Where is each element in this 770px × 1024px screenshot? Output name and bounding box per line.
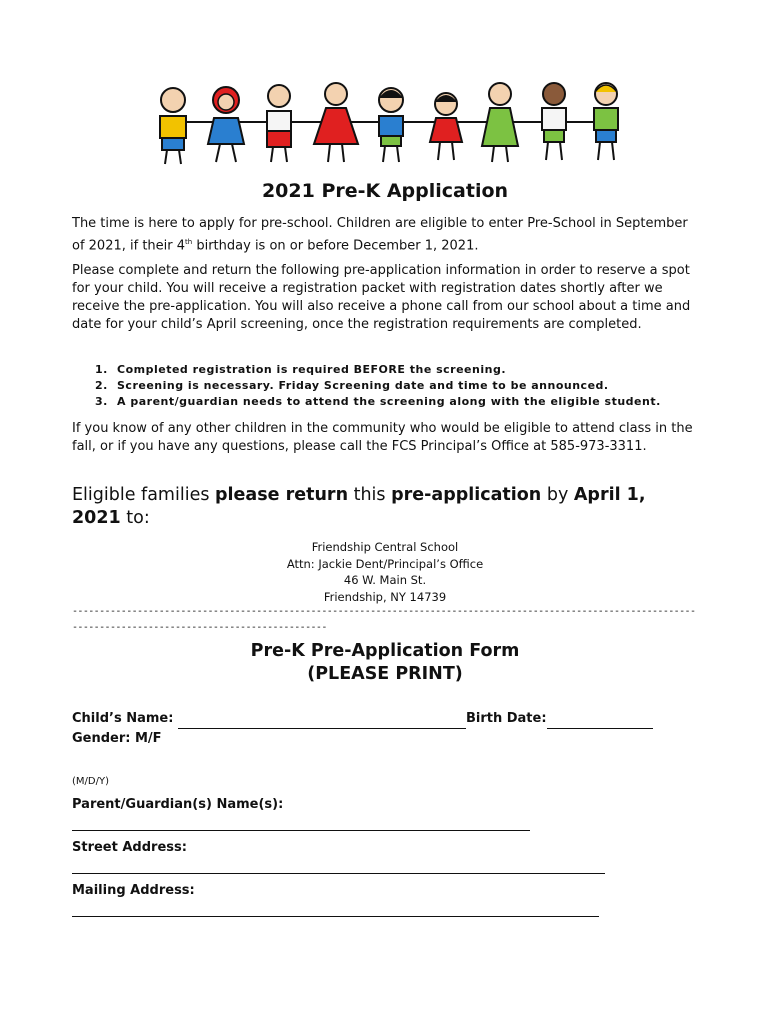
list-item [95,378,661,394]
list-item-number: 1. [95,363,108,376]
date-format-hint: (M/D/Y) [72,776,109,787]
parent-name-label: Parent/Guardian(s) Name(s): [72,797,284,812]
child-name-label: Child’s Name: [72,711,178,726]
child-figure-8 [542,83,566,160]
child-name-field [72,709,653,729]
mailing-address-blank[interactable] [72,916,599,917]
list-item-text: Screening is necessary. Friday Screening date and time to be announced. [117,379,609,392]
list-item-text: A parent/guardian needs to attend the screening along with the eligible student. [117,395,661,408]
child-figure-4 [314,83,358,162]
street-address-label: Street Address: [72,840,187,855]
list-item [95,362,661,378]
child-figure-9 [594,83,618,160]
form-heading [0,640,770,686]
list-item-text: Completed registration is required BEFORE the screening. [117,363,507,376]
eligibility-text-b: birthday is on or before December 1, 2021. [192,238,479,254]
birth-date-blank[interactable] [547,714,653,729]
instructions-paragraph: Please complete and return the following pre-application information in order to reserve a spot for your child. You will receive a registration packet with registration dates shortly after we receive the pre-application. You will also receive a phone call from our school about a time and date for your child’s April screening, once the registration requirements are completed. [72,263,691,332]
list-item-number: 2. [95,379,108,392]
address-line: Attn: Jackie Dent/Principal’s Office [286,556,484,571]
return-text-7: to: [120,508,150,528]
return-instructions [72,484,692,530]
return-deadline: April 1, 2021 [72,485,646,528]
child-figure-2 [208,87,244,162]
address-line: 46 W. Main St. [343,573,427,587]
return-text-4: pre-application [391,485,542,505]
child-figure-3 [267,85,291,162]
child-figure-7 [482,83,518,162]
child-figure-5 [379,88,403,162]
ordinal-suffix: th [185,238,193,246]
street-address-blank[interactable] [72,873,605,874]
eligibility-paragraph [72,215,702,255]
return-text-5: by [541,485,574,505]
cut-line-separator: ------------------------------------------------------------------------------------------------------------------------------------------------------------------ [72,606,696,633]
form-title: Pre-K Pre-Application Form [250,641,520,661]
page-title: 2021 Pre-K Application [261,180,509,202]
child-name-blank[interactable] [178,714,466,729]
address-line: Friendship, NY 14739 [323,589,447,604]
return-text-1: Eligible families [72,485,216,505]
return-text-3: this [348,485,392,505]
parent-name-blank[interactable] [72,830,530,831]
child-figure-1 [160,88,186,164]
address-line: Friendship Central School [311,540,459,554]
requirements-list [95,362,661,410]
child-figure-6 [430,93,462,160]
list-item [95,394,661,410]
contact-paragraph: If you know of any other children in the community who would be eligible to attend class in the fall, or if you have any questions, please call the FCS Principal’s Office at 585-973-3311. [72,421,693,454]
gender-field[interactable]: Gender: M/F [72,731,162,746]
mailing-address-block [0,539,770,605]
mailing-address-label: Mailing Address: [72,883,195,898]
form-subtitle: (PLEASE PRINT) [307,664,463,684]
return-text-2: please return [215,485,349,505]
birth-date-label: Birth Date: [465,711,547,726]
children-illustration [148,74,628,170]
list-item-number: 3. [95,395,108,408]
eligibility-text-a: The time is here to apply for pre-school. Children are eligible to enter Pre-School in September of 2021, if their 4 [72,216,688,254]
